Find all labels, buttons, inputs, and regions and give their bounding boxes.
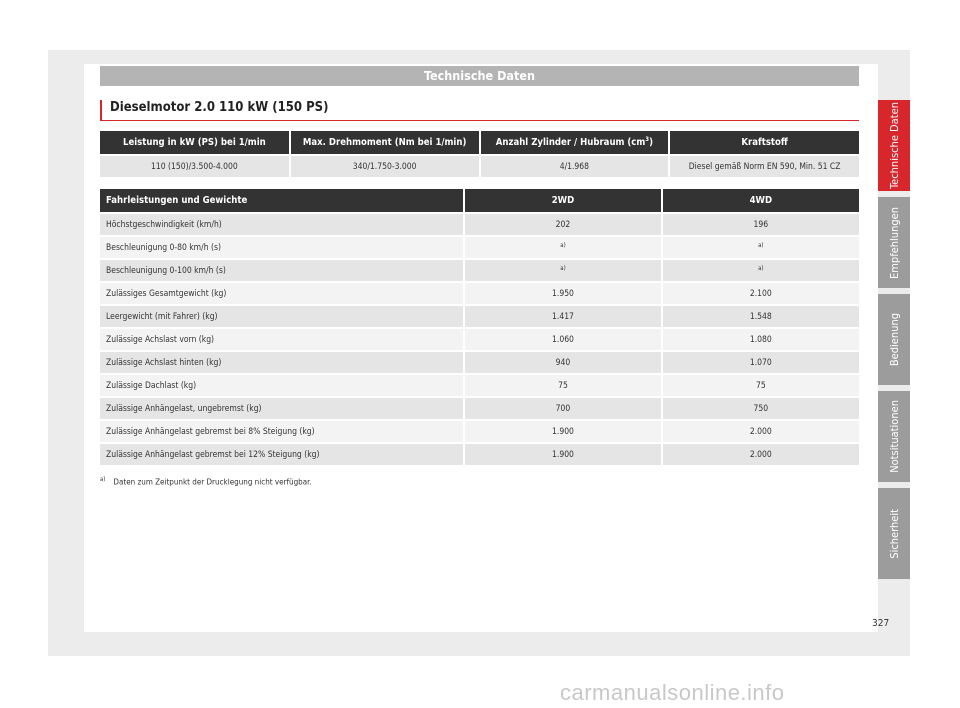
row-value-4wd: 750 [662,397,859,420]
row-value-2wd [464,236,661,259]
row-value-4wd [662,259,859,282]
table-row [100,236,859,259]
cell-torque: 340/1.750-3.000 [290,155,480,177]
table-row [100,305,859,328]
row-value-4wd: 1.548 [662,305,859,328]
section-title-text: Dieselmotor 2.0 110 kW (150 PS) [110,100,329,115]
row-value-4wd: 1.070 [662,351,859,374]
row-label: Zulässige Anhängelast gebremst bei 8% Steigung (kg) [100,420,464,443]
table-row [100,374,859,397]
table-row [100,351,859,374]
row-value-2wd: 202 [464,213,661,236]
cell-power: 110 (150)/3.500-4.000 [100,155,290,177]
header-2wd: 2WD [464,189,661,213]
table-row [100,282,859,305]
table-header-row [100,189,859,213]
tab-label: Notsituationen [887,400,901,473]
tab-technische-daten[interactable] [878,100,910,191]
cell-cylinders: 4/1.968 [480,155,670,177]
tab-notsituationen[interactable] [878,391,910,482]
table-row [100,420,859,443]
row-value-4wd: 2.000 [662,443,859,465]
table-row [100,155,859,177]
table-row [100,328,859,351]
tab-label: Bedienung [887,312,901,367]
watermark: carmanualsonline.info [560,680,785,705]
row-label: Zulässige Achslast vorn (kg) [100,328,464,351]
table-header-row [100,131,859,155]
row-value-2wd: 1.417 [464,305,661,328]
row-value-2wd [464,259,661,282]
section-accent-mark [100,100,102,120]
footnote-ref: a) [560,241,566,249]
row-value-2wd: 1.060 [464,328,661,351]
row-label: Leergewicht (mit Fahrer) (kg) [100,305,464,328]
row-label: Zulässige Anhängelast gebremst bei 12% Steigung (kg) [100,443,464,465]
header-label: Fahrleistungen und Gewichte [100,189,464,213]
row-label: Zulässige Dachlast (kg) [100,374,464,397]
table-row [100,443,859,465]
row-value-4wd: 1.080 [662,328,859,351]
row-value-2wd: 700 [464,397,661,420]
footnote [100,476,312,487]
tab-label: Empfehlungen [887,206,901,279]
section-title [100,100,859,121]
table-row [100,259,859,282]
table-row [100,397,859,420]
row-label: Zulässiges Gesamtgewicht (kg) [100,282,464,305]
row-label: Höchstgeschwindigkeit (km/h) [100,213,464,236]
row-label: Beschleunigung 0-80 km/h (s) [100,236,464,259]
row-label: Zulässige Achslast hinten (kg) [100,351,464,374]
header-power: Leistung in kW (PS) bei 1/min [100,131,290,155]
engine-specs-table [100,131,859,177]
tab-sicherheit[interactable] [878,488,910,579]
header-fuel: Kraftstoff [669,131,859,155]
footnote-ref: a) [758,264,764,272]
row-value-4wd: 75 [662,374,859,397]
tab-label: Sicherheit [887,508,901,559]
row-value-2wd: 1.950 [464,282,661,305]
row-value-2wd: 75 [464,374,661,397]
tab-empfehlungen[interactable] [878,197,910,288]
footnote-ref: a) [758,241,764,249]
header-4wd: 4WD [662,189,859,213]
row-value-4wd: 2.000 [662,420,859,443]
chapter-header: Technische Daten [100,66,859,86]
row-value-4wd: 2.100 [662,282,859,305]
header-cylinders: Anzahl Zylinder / Hubraum $(cm^3)$ [480,131,670,155]
footnote-mark: a) [100,476,106,483]
row-label: Beschleunigung 0-100 km/h (s) [100,259,464,282]
table-row [100,213,859,236]
performance-weights-table [100,189,859,465]
page-number: 327 [872,618,890,629]
row-value-2wd: 1.900 [464,443,661,465]
footnote-ref: a) [560,264,566,272]
cell-fuel: Diesel gemäß Norm EN 590, Min. 51 CZ [669,155,859,177]
tab-bedienung[interactable] [878,294,910,385]
row-value-4wd: 196 [662,213,859,236]
tab-label: Technische Daten [887,101,901,190]
footnote-text: Daten zum Zeitpunkt der Drucklegung nicht verfügbar. [113,477,312,487]
row-label: Zulässige Anhängelast, ungebremst (kg) [100,397,464,420]
header-torque: Max. Drehmoment (Nm bei 1/min) [290,131,480,155]
row-value-4wd [662,236,859,259]
row-value-2wd: 940 [464,351,661,374]
row-value-2wd: 1.900 [464,420,661,443]
